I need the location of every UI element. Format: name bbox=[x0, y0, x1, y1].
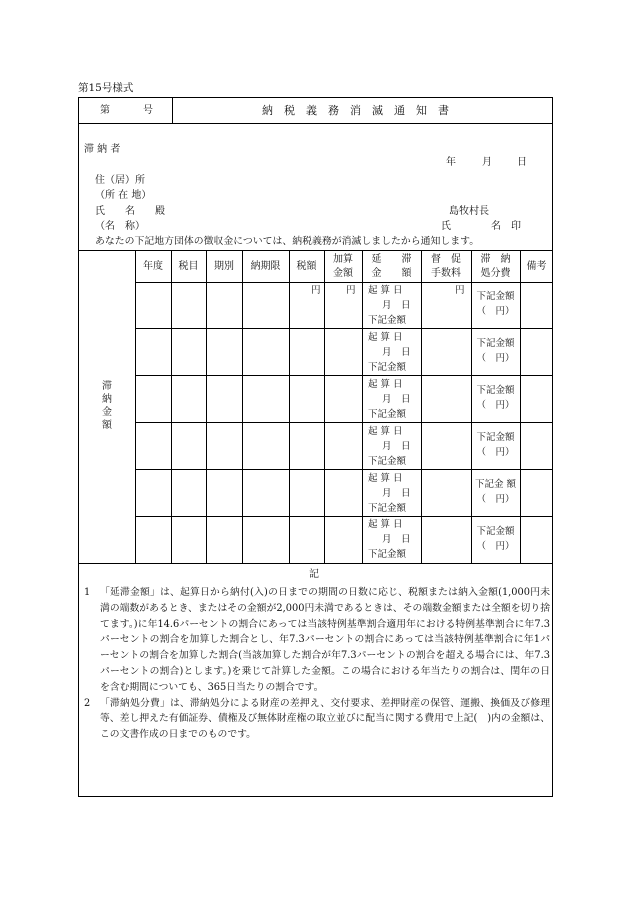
disposal-amount-label: 下記金額 bbox=[476, 526, 515, 537]
add-amount-unit: 円 bbox=[346, 285, 356, 296]
table-header-bottom-line bbox=[135, 282, 553, 283]
delay-amount-below-label: 下記金額 bbox=[368, 503, 407, 514]
delay-start-date-label: 起 算 日 bbox=[368, 426, 403, 437]
number-prefix: 第 bbox=[100, 105, 110, 116]
side-label-char: 金 bbox=[102, 407, 112, 418]
table-row-line bbox=[135, 328, 553, 329]
side-label-char: 納 bbox=[102, 394, 112, 405]
header-tax-amount: 税額 bbox=[296, 261, 317, 272]
table-row-line bbox=[135, 375, 553, 376]
delay-month-day-label: 月 日 bbox=[382, 488, 411, 499]
title-row-divider bbox=[172, 97, 173, 123]
column-line bbox=[520, 250, 521, 563]
delay-amount-below-label: 下記金額 bbox=[368, 456, 407, 467]
table-row-line bbox=[135, 422, 553, 423]
column-line bbox=[135, 250, 136, 563]
column-line bbox=[421, 250, 422, 563]
disposal-yen-paren: （ 円） bbox=[476, 447, 515, 458]
column-line bbox=[171, 250, 172, 563]
side-label-char: 滞 bbox=[102, 381, 112, 392]
header-urge-fee-line1: 督 促 bbox=[431, 254, 461, 265]
corp-name-label: （名 称） bbox=[95, 221, 145, 232]
header-urge-fee-line2: 手数料 bbox=[431, 268, 461, 279]
delay-start-date-label: 起 算 日 bbox=[368, 285, 403, 296]
disposal-yen-paren: （ 円） bbox=[476, 353, 515, 364]
disposal-yen-paren: （ 円） bbox=[476, 541, 515, 552]
header-deadline: 納期限 bbox=[250, 261, 281, 272]
note-number: 1 bbox=[84, 587, 91, 598]
delay-amount-below-label: 下記金額 bbox=[368, 315, 407, 326]
header-add-amount-line2: 金額 bbox=[333, 268, 353, 279]
name-label: 氏 名 殿 bbox=[95, 206, 165, 217]
header-tax-item: 税目 bbox=[178, 261, 199, 272]
date-year-label: 年 bbox=[446, 157, 456, 168]
table-top-line bbox=[78, 250, 553, 251]
delay-start-date-label: 起 算 日 bbox=[368, 519, 403, 530]
disposal-amount-label: 下記金額 bbox=[476, 338, 515, 349]
title-row-bottom-line bbox=[78, 123, 553, 124]
delinquent-label: 滞 納 者 bbox=[84, 144, 121, 155]
header-year: 年度 bbox=[143, 261, 163, 272]
side-label-char: 額 bbox=[102, 420, 112, 431]
note-text: 「滞納処分費」は、滞納処分による財産の差押え、交付要求、差押財産の保管、運搬、換価及び修理等、差し押えた有価証券、債権及び無体財産権の取立並びに配当に関する費用で上記( )内の金額は、この文書作成の日までのものです。 bbox=[100, 697, 550, 741]
delay-amount-below-label: 下記金額 bbox=[368, 362, 407, 373]
notes-title: 記 bbox=[309, 569, 319, 580]
header-delay-line1: 延 滞 bbox=[371, 254, 412, 265]
disposal-amount-label: 下記金 額 bbox=[474, 479, 517, 490]
disposal-amount-label: 下記金額 bbox=[476, 291, 515, 302]
date-month-label: 月 bbox=[482, 157, 492, 168]
table-bottom-line bbox=[78, 563, 553, 564]
tax-amount-unit: 円 bbox=[311, 285, 321, 296]
delay-start-date-label: 起 算 日 bbox=[368, 473, 403, 484]
issuer-name-seal: 氏 名 印 bbox=[441, 221, 521, 232]
header-disposal-fee-line1: 滞 納 bbox=[480, 254, 511, 265]
delay-start-date-label: 起 算 日 bbox=[368, 332, 403, 343]
header-delay-line2: 金 額 bbox=[371, 268, 412, 279]
disposal-amount-label: 下記金額 bbox=[476, 432, 515, 443]
table-row-line bbox=[135, 469, 553, 470]
column-line bbox=[324, 250, 325, 563]
header-add-amount-line1: 加算 bbox=[333, 254, 353, 265]
note-text: 「延滞金額」は、起算日から納付(入)の日までの期間の日数に応じ、税額または納入金額(1,000円未満の端数があるとき、またはその金額が2,000円未満であるときは、その端数金額または全額を切り捨てます。)に年14.6パーセントの割合にあっては当該特例基準割合適用年における特例基準割合に年7.3パーセントの割合を加算した割合とし、年7.3パーセントの割合にあっては当該特例基準割合に年1パーセントの割合を加算した割合(当該加算した割合が年7.3パーセントの割合を超える場合には、年7.3パーセントの割合)とします。)を乗じて計算した金額。この場合における年当たりの割合は、閏年の日を含む期間についても、365日当たりの割合です。 bbox=[100, 587, 550, 693]
disposal-yen-paren: （ 円） bbox=[476, 306, 515, 317]
header-disposal-fee-line2: 処分費 bbox=[480, 268, 511, 279]
disposal-yen-paren: （ 円） bbox=[476, 494, 515, 505]
column-line bbox=[206, 250, 207, 563]
number-suffix: 号 bbox=[143, 105, 153, 116]
disposal-yen-paren: （ 円） bbox=[476, 400, 515, 411]
column-line bbox=[362, 250, 363, 563]
note-item bbox=[84, 696, 550, 743]
issuer-label: 島牧村長 bbox=[449, 206, 489, 217]
delay-month-day-label: 月 日 bbox=[382, 347, 411, 358]
delay-month-day-label: 月 日 bbox=[382, 441, 411, 452]
delay-start-date-label: 起 算 日 bbox=[368, 379, 403, 390]
header-remarks: 備考 bbox=[526, 261, 547, 272]
note-number: 2 bbox=[84, 697, 91, 709]
notes-section bbox=[84, 585, 550, 743]
address-label: 住（居）所 bbox=[95, 175, 145, 186]
note-item bbox=[84, 585, 550, 696]
header-period: 期別 bbox=[214, 261, 234, 272]
date-day-label: 日 bbox=[517, 157, 527, 168]
document-title: 納税義務消滅通知書 bbox=[262, 104, 460, 117]
disposal-amount-label: 下記金額 bbox=[476, 385, 515, 396]
location-label: （所 在 地） bbox=[95, 190, 152, 201]
column-line bbox=[289, 250, 290, 563]
notice-message: あなたの下記地方団体の徴収金については、納税義務が消滅しましたから通知します。 bbox=[95, 236, 480, 247]
table-row-line bbox=[135, 516, 553, 517]
delay-amount-below-label: 下記金額 bbox=[368, 549, 407, 560]
delay-amount-below-label: 下記金額 bbox=[368, 409, 407, 420]
delay-month-day-label: 月 日 bbox=[382, 394, 411, 405]
urge-fee-unit: 円 bbox=[455, 285, 465, 296]
column-line bbox=[242, 250, 243, 563]
delay-month-day-label: 月 日 bbox=[382, 534, 411, 545]
form-number-label: 第15号様式 bbox=[78, 82, 134, 94]
delay-month-day-label: 月 日 bbox=[382, 300, 411, 311]
